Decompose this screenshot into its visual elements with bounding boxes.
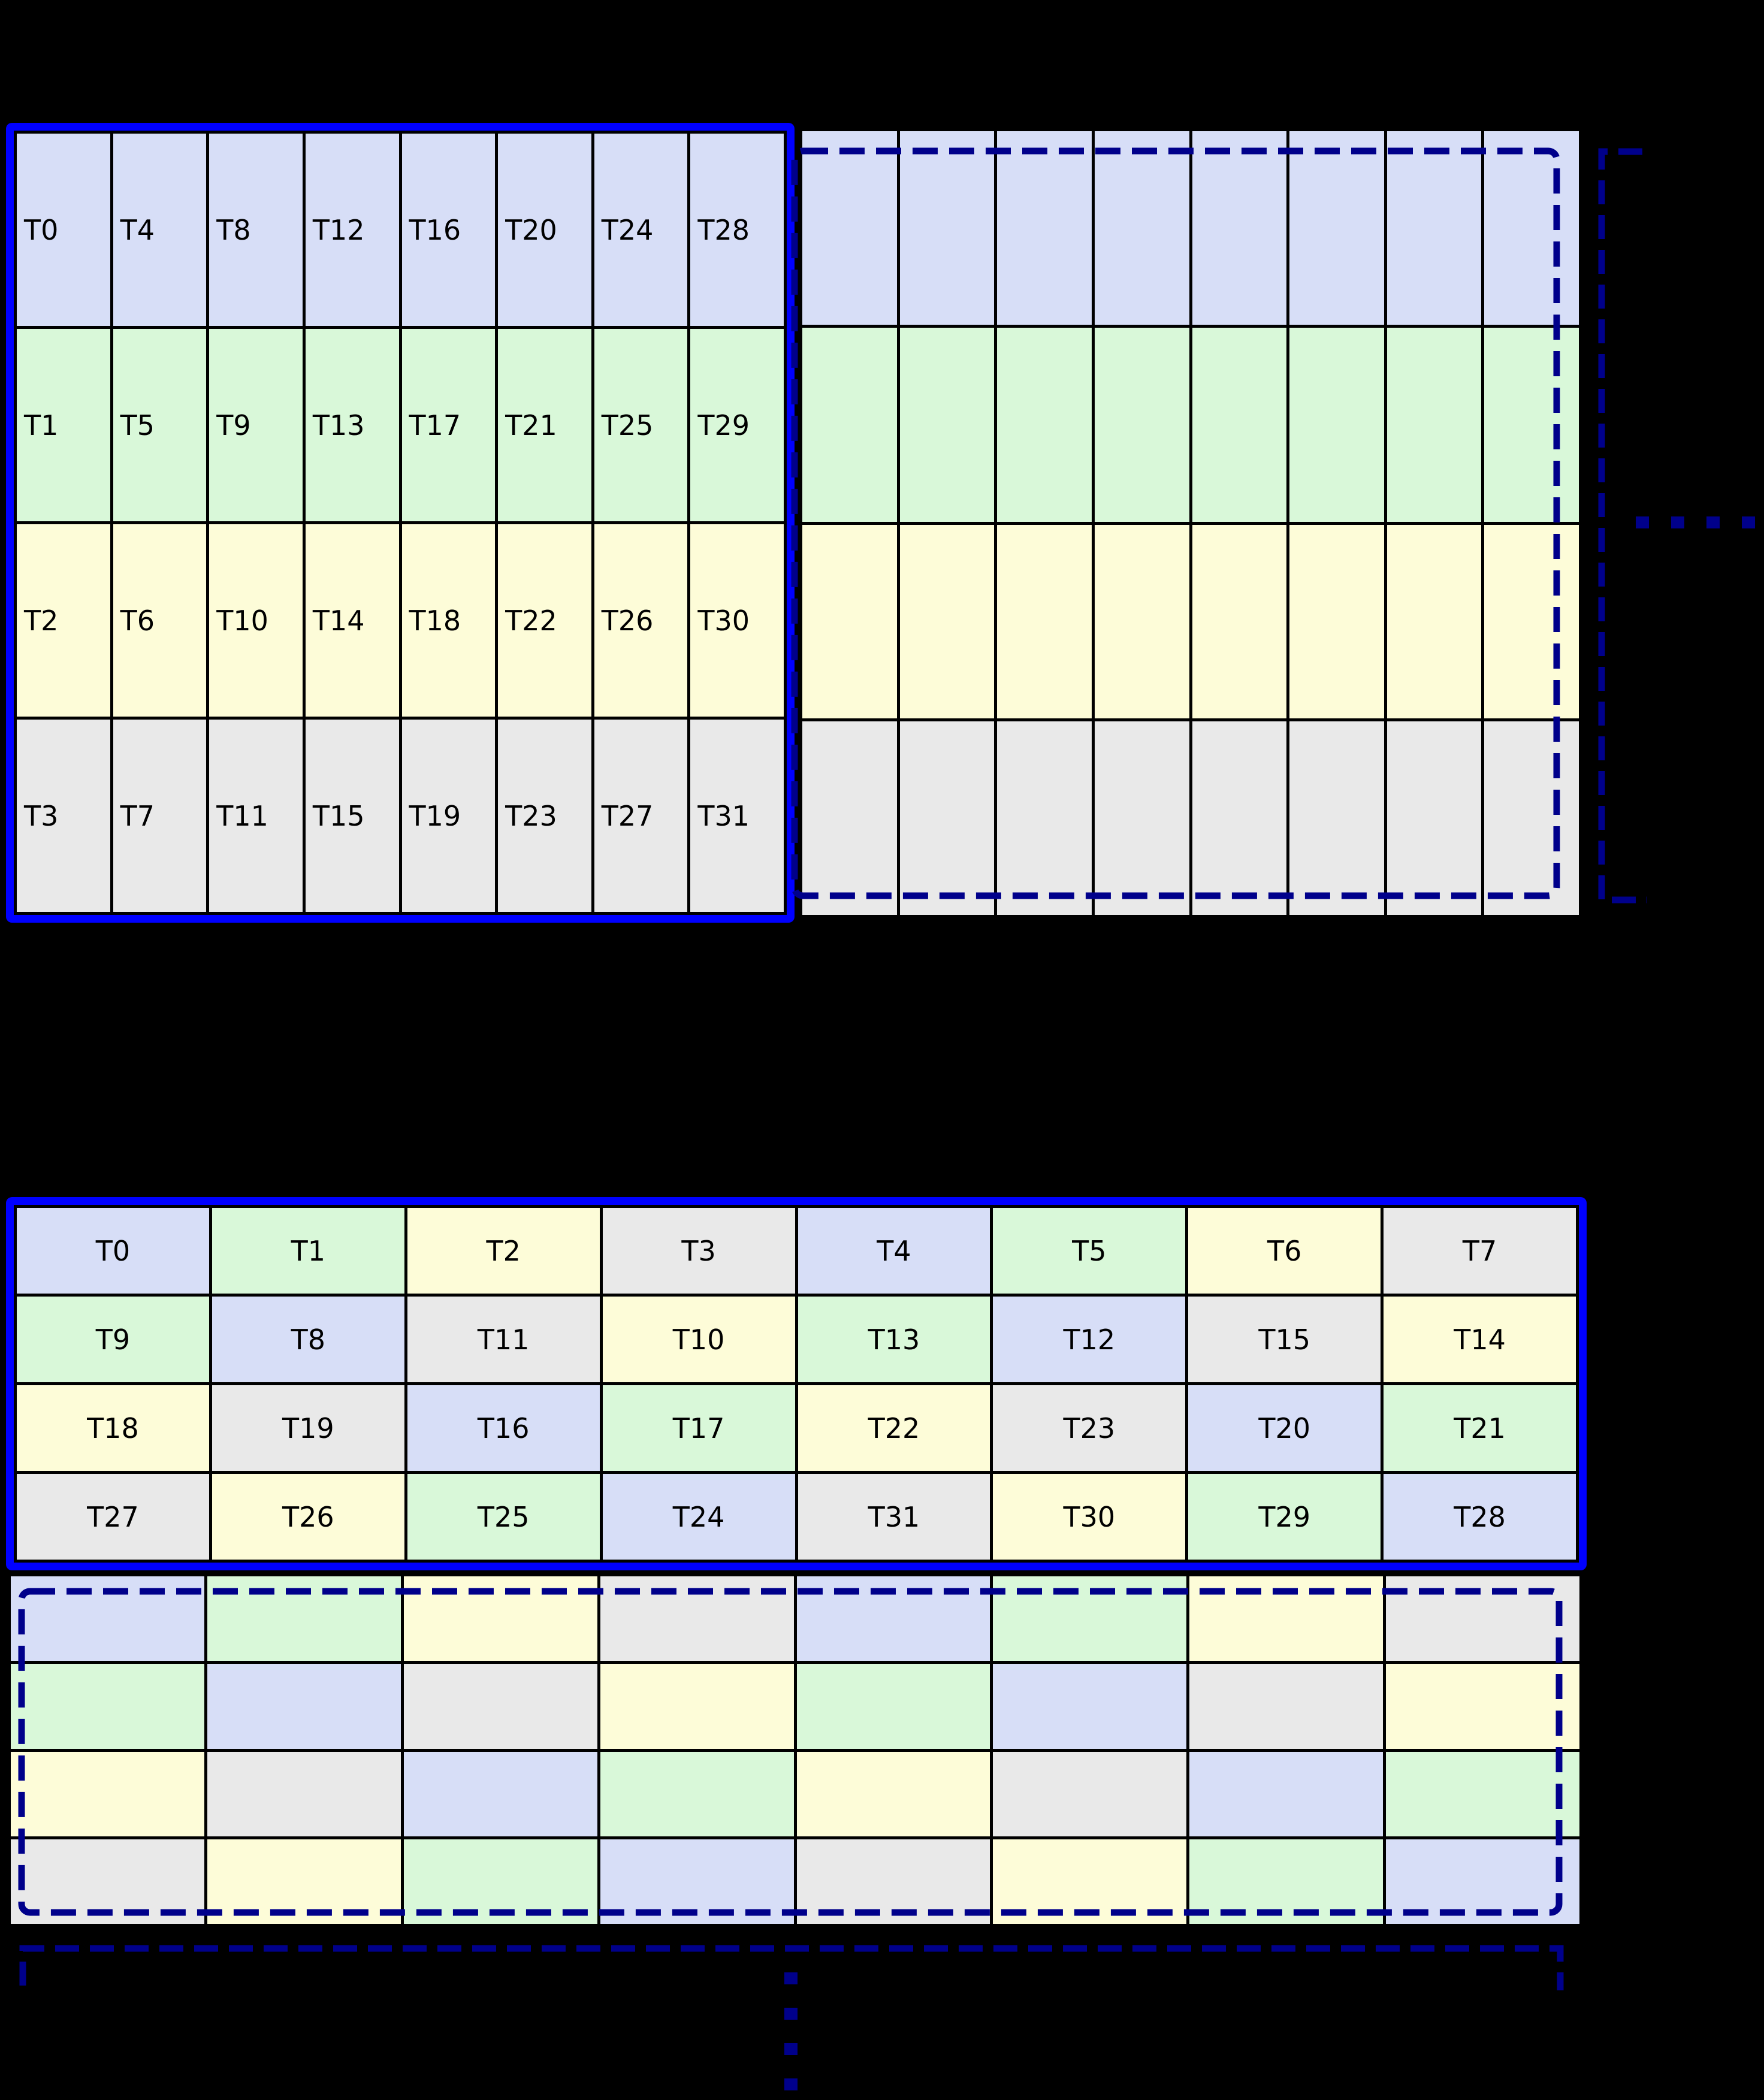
empty-cell (600, 1839, 794, 1924)
thread-cell-t15: T15 (1188, 1297, 1381, 1382)
thread-cell-t7: T7 (113, 720, 207, 912)
thread-cell-t4: T4 (798, 1208, 990, 1294)
thread-cell-t19: T19 (402, 720, 496, 912)
thread-cell-t13: T13 (306, 329, 399, 521)
thread-cell-t0: T0 (17, 134, 110, 326)
empty-cell (207, 1576, 401, 1661)
thread-cell-t12: T12 (306, 134, 399, 326)
empty-cell (11, 1752, 204, 1836)
warp0-thread-grid (6, 123, 795, 923)
empty-cell (802, 328, 897, 521)
vertical-ellipsis-dots (784, 1972, 798, 2090)
thread-cell-t2: T2 (17, 524, 110, 717)
continuation-bracket-bottom (23, 1948, 1560, 1990)
empty-cell (997, 525, 1092, 718)
empty-cell (1386, 1664, 1579, 1748)
empty-cell (1386, 1839, 1579, 1924)
thread-cell-t20: T20 (498, 134, 591, 326)
thread-cell-t17: T17 (402, 329, 496, 521)
ellipsis-dot (1636, 516, 1649, 528)
empty-cell (802, 721, 897, 915)
warp1-ghost-grid (799, 128, 1582, 918)
ellipsis-dot (1671, 516, 1684, 528)
thread-cell-t5: T5 (993, 1208, 1185, 1294)
thread-cell-t31: T31 (798, 1474, 990, 1560)
thread-cell-t10: T10 (209, 524, 303, 717)
empty-cell (802, 131, 897, 325)
thread-cell-t23: T23 (498, 720, 591, 912)
empty-cell (1095, 328, 1189, 521)
thread-cell-t17: T17 (603, 1385, 795, 1471)
empty-cell (1484, 328, 1579, 521)
thread-cell-t24: T24 (594, 134, 688, 326)
thread-cell-t16: T16 (407, 1385, 600, 1471)
thread-cell-t16: T16 (402, 134, 496, 326)
empty-cell (11, 1664, 204, 1748)
thread-cell-t27: T27 (17, 1474, 209, 1560)
thread-cell-t14: T14 (306, 524, 399, 717)
empty-cell (797, 1839, 990, 1924)
empty-cell (1484, 721, 1579, 915)
thread-cell-t6: T6 (1188, 1208, 1381, 1294)
thread-cell-t25: T25 (594, 329, 688, 521)
thread-cell-t28: T28 (1384, 1474, 1576, 1560)
thread-cell-t11: T11 (209, 720, 303, 912)
empty-cell (1095, 131, 1189, 325)
empty-cell (900, 131, 995, 325)
thread-cell-t12: T12 (993, 1297, 1185, 1382)
empty-cell (1189, 1839, 1383, 1924)
thread-cell-t24: T24 (603, 1474, 795, 1560)
thread-cell-t7: T7 (1384, 1208, 1576, 1294)
thread-cell-t6: T6 (113, 524, 207, 717)
thread-cell-t23: T23 (993, 1385, 1185, 1471)
thread-cell-t15: T15 (306, 720, 399, 912)
empty-cell (797, 1664, 990, 1748)
swizzled-thread-grid (6, 1197, 1587, 1570)
thread-cell-t21: T21 (1384, 1385, 1576, 1471)
thread-cell-t21: T21 (498, 329, 591, 521)
empty-cell (1484, 525, 1579, 718)
thread-cell-t3: T3 (17, 720, 110, 912)
empty-cell (1289, 721, 1384, 915)
thread-cell-t25: T25 (407, 1474, 600, 1560)
empty-cell (1387, 328, 1482, 521)
empty-cell (1289, 328, 1384, 521)
empty-cell (997, 328, 1092, 521)
horizontal-ellipsis-dots (1636, 516, 1755, 528)
empty-cell (207, 1752, 401, 1836)
empty-cell (11, 1576, 204, 1661)
empty-cell (993, 1839, 1186, 1924)
empty-cell (1484, 131, 1579, 325)
empty-cell (1192, 721, 1287, 915)
empty-cell (993, 1664, 1186, 1748)
empty-cell (1095, 721, 1189, 915)
empty-cell (1189, 1576, 1383, 1661)
thread-cell-t30: T30 (690, 524, 784, 717)
thread-cell-t30: T30 (993, 1474, 1185, 1560)
empty-cell (1386, 1752, 1579, 1836)
thread-cell-t18: T18 (402, 524, 496, 717)
empty-cell (1289, 525, 1384, 718)
thread-cell-t22: T22 (498, 524, 591, 717)
thread-cell-t11: T11 (407, 1297, 600, 1382)
thread-cell-t3: T3 (603, 1208, 795, 1294)
empty-cell (600, 1576, 794, 1661)
empty-cell (997, 721, 1092, 915)
empty-cell (404, 1664, 597, 1748)
empty-cell (1289, 131, 1384, 325)
empty-cell (1095, 525, 1189, 718)
empty-cell (404, 1576, 597, 1661)
empty-cell (11, 1839, 204, 1924)
empty-cell (1192, 525, 1287, 718)
thread-cell-t27: T27 (594, 720, 688, 912)
empty-cell (993, 1576, 1186, 1661)
empty-cell (997, 131, 1092, 325)
empty-cell (1387, 131, 1482, 325)
empty-cell (802, 525, 897, 718)
thread-cell-t4: T4 (113, 134, 207, 326)
empty-cell (797, 1752, 990, 1836)
ellipsis-dot (784, 2008, 798, 2020)
empty-cell (404, 1752, 597, 1836)
ellipsis-dot (784, 1972, 798, 1984)
ellipsis-dot (784, 2078, 798, 2090)
thread-cell-t29: T29 (1188, 1474, 1381, 1560)
empty-cell (1189, 1664, 1383, 1748)
thread-cell-t14: T14 (1384, 1297, 1576, 1382)
thread-cell-t28: T28 (690, 134, 784, 326)
thread-cell-t19: T19 (212, 1385, 404, 1471)
empty-cell (1192, 328, 1287, 521)
empty-cell (797, 1576, 990, 1661)
empty-cell (600, 1664, 794, 1748)
empty-cell (600, 1752, 794, 1836)
empty-cell (404, 1839, 597, 1924)
thread-cell-t13: T13 (798, 1297, 990, 1382)
ellipsis-dot (784, 2043, 798, 2055)
thread-cell-t5: T5 (113, 329, 207, 521)
thread-cell-t9: T9 (17, 1297, 209, 1382)
empty-cell (900, 328, 995, 521)
empty-cell (1189, 1752, 1383, 1836)
ellipsis-dot (1706, 516, 1720, 528)
thread-cell-t10: T10 (603, 1297, 795, 1382)
thread-cell-t2: T2 (407, 1208, 600, 1294)
empty-cell (1387, 525, 1482, 718)
thread-cell-t8: T8 (212, 1297, 404, 1382)
empty-cell (993, 1752, 1186, 1836)
empty-cell (207, 1664, 401, 1748)
thread-cell-t20: T20 (1188, 1385, 1381, 1471)
thread-cell-t1: T1 (212, 1208, 404, 1294)
ellipsis-dot (1742, 516, 1755, 528)
swizzled-ghost-grid (8, 1574, 1582, 1926)
thread-cell-t8: T8 (209, 134, 303, 326)
empty-cell (207, 1839, 401, 1924)
thread-cell-t29: T29 (690, 329, 784, 521)
thread-cell-t26: T26 (212, 1474, 404, 1560)
thread-cell-t1: T1 (17, 329, 110, 521)
thread-cell-t9: T9 (209, 329, 303, 521)
empty-cell (1386, 1576, 1579, 1661)
thread-cell-t0: T0 (17, 1208, 209, 1294)
thread-cell-t26: T26 (594, 524, 688, 717)
continuation-bracket-right (1602, 152, 1647, 900)
thread-cell-t18: T18 (17, 1385, 209, 1471)
empty-cell (900, 721, 995, 915)
thread-cell-t31: T31 (690, 720, 784, 912)
empty-cell (1387, 721, 1482, 915)
empty-cell (1192, 131, 1287, 325)
empty-cell (900, 525, 995, 718)
thread-cell-t22: T22 (798, 1385, 990, 1471)
